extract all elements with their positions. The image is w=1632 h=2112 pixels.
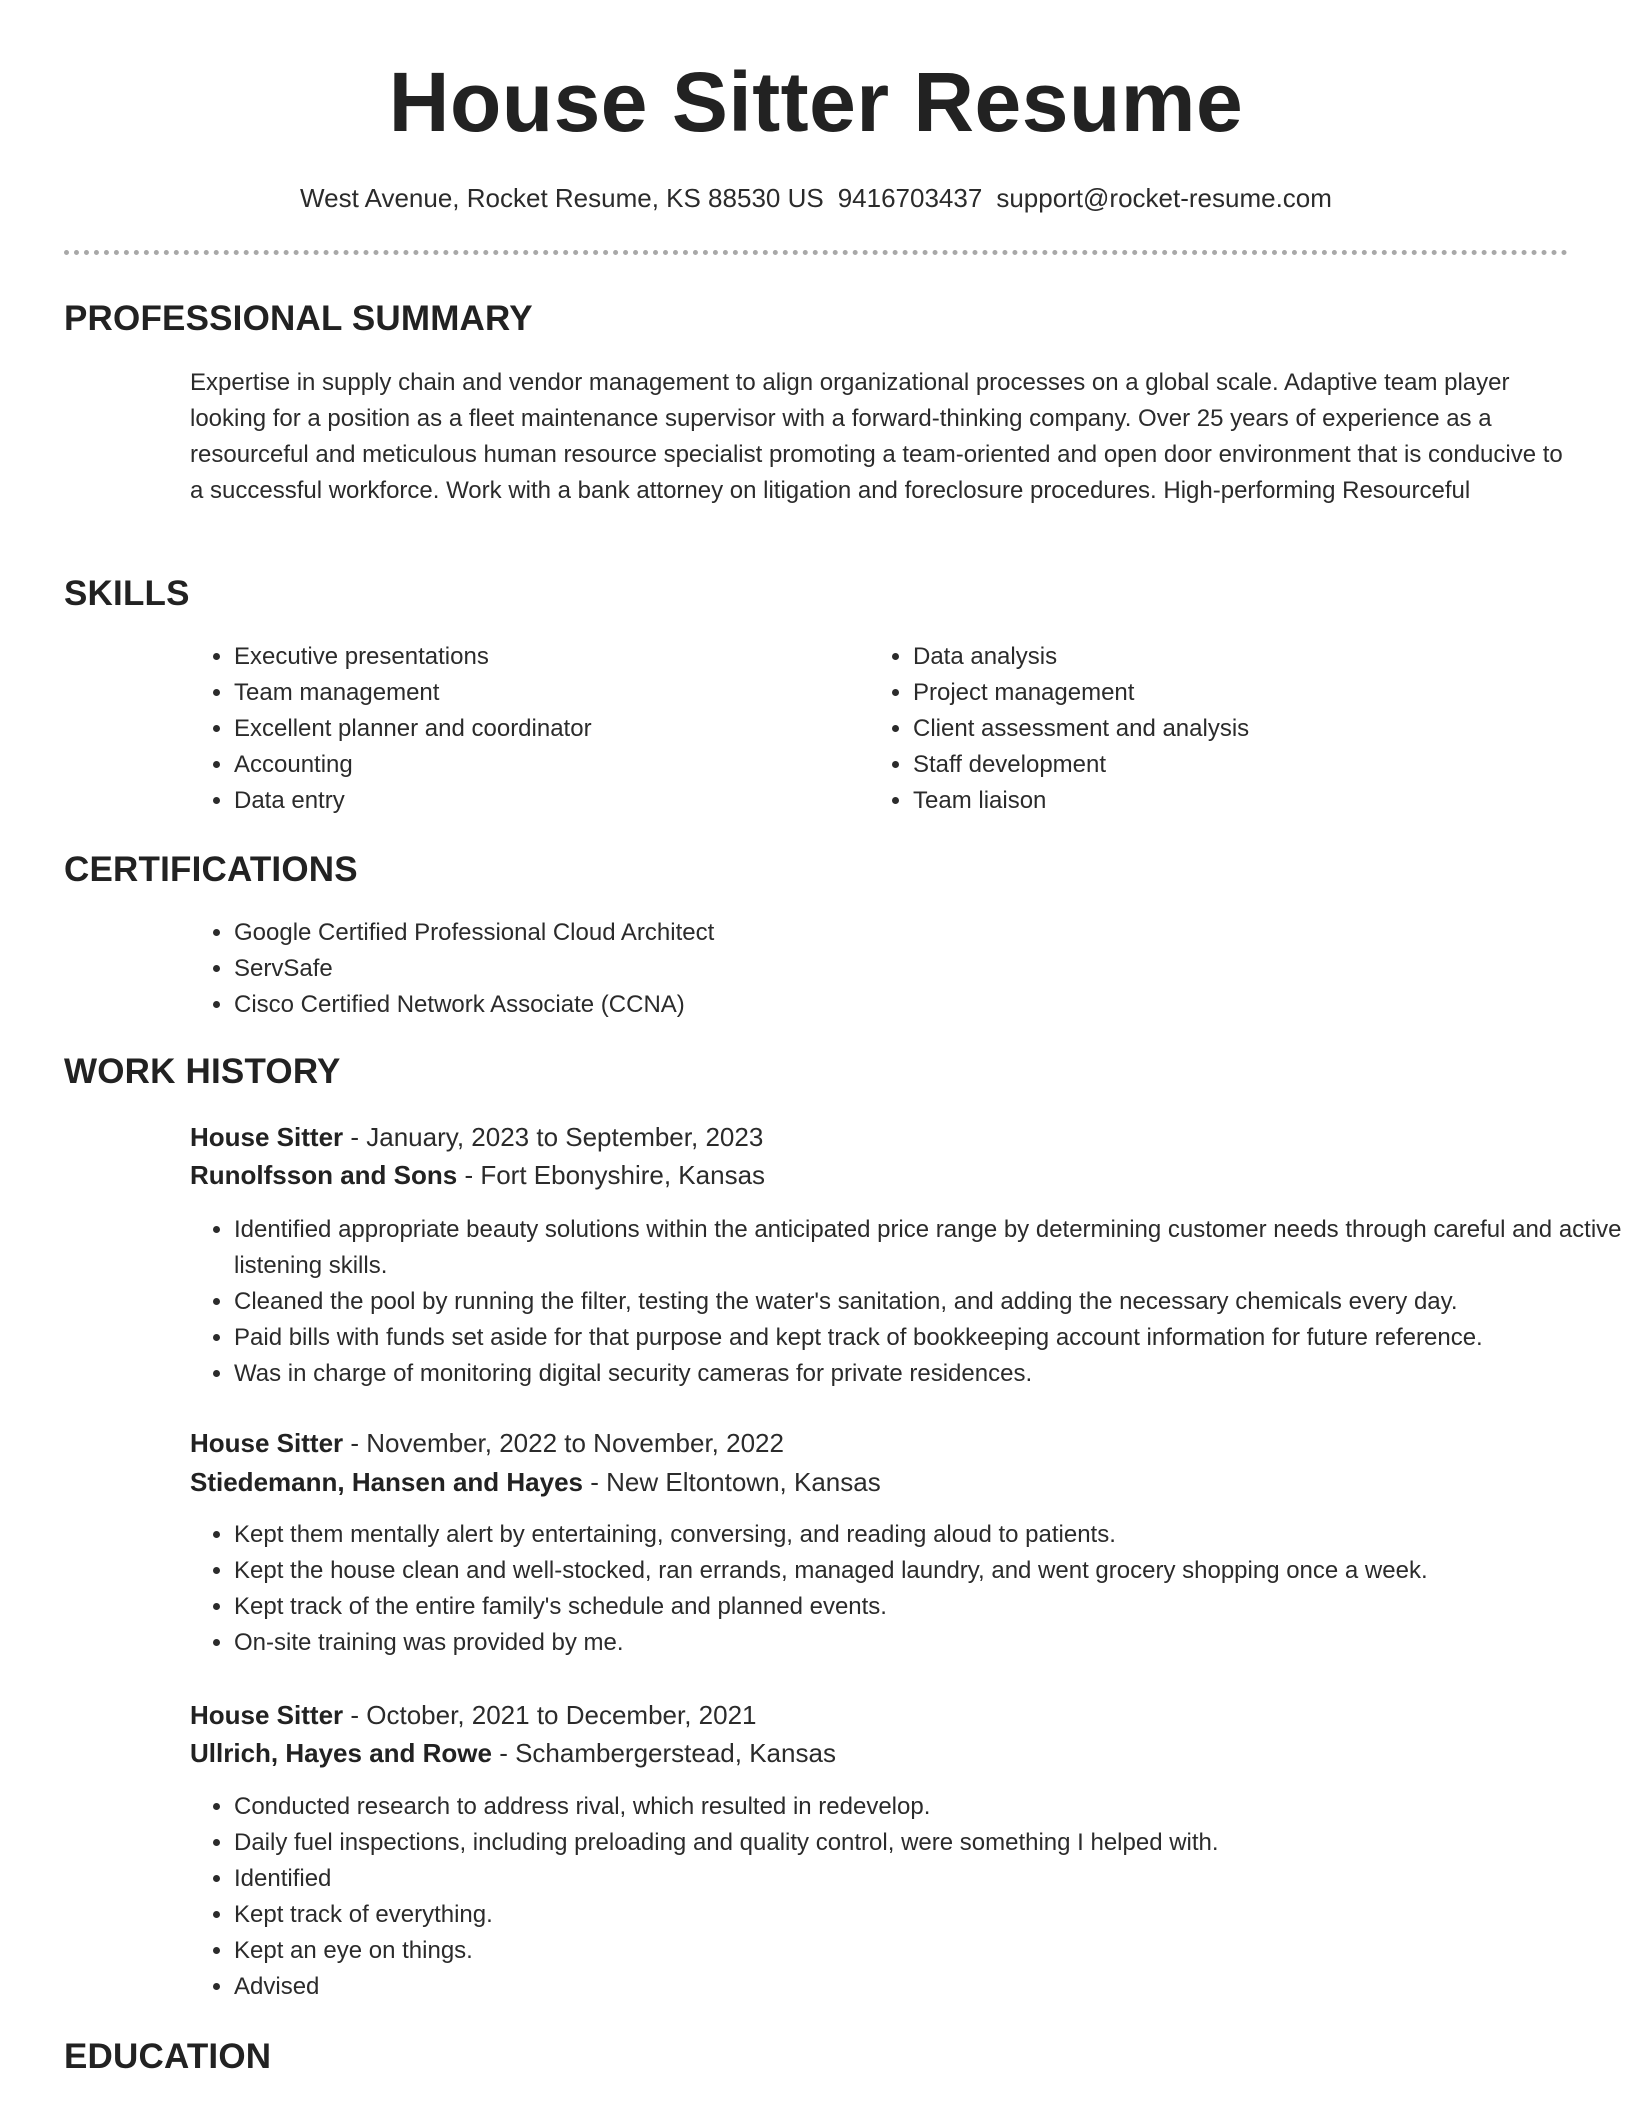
list-item: • Staff development — [913, 747, 1513, 783]
job-company: Runolfsson and Sons — [190, 1160, 458, 1190]
list-item: • Advised — [234, 1969, 1624, 2005]
section-title-education: EDUCATION — [64, 2037, 272, 2076]
job-title-line — [190, 1424, 784, 1462]
job-title: House Sitter — [190, 1122, 344, 1152]
list-item: • Was in charge of monitoring digital security cameras for private residences. — [234, 1356, 1624, 1392]
resume-title: House Sitter Resume — [388, 55, 1244, 149]
list-item: • Paid bills with funds set aside for that purpose and kept track of bookkeeping account information for future reference. — [234, 1320, 1624, 1356]
job-duties-list — [190, 1789, 1624, 2005]
list-item: • Executive presentations — [234, 639, 834, 675]
contact-address: West Avenue, Rocket Resume, KS 88530 US — [300, 183, 824, 213]
contact-line — [0, 180, 1632, 216]
job-location: - Fort Ebonyshire, Kansas — [457, 1160, 766, 1190]
list-item: • Project management — [913, 675, 1513, 711]
list-item: • Kept track of the entire family's schedule and planned events. — [234, 1589, 1624, 1625]
job-company-line — [190, 1463, 881, 1501]
section-title-work-history: WORK HISTORY — [64, 1052, 341, 1091]
list-item: • Data entry — [234, 783, 834, 819]
list-item: • Kept track of everything. — [234, 1897, 1624, 1933]
list-item: • Conducted research to address rival, which resulted in redevelop. — [234, 1789, 1624, 1825]
job-company: Ullrich, Hayes and Rowe — [190, 1738, 492, 1768]
contact-email: support@rocket-resume.com — [996, 183, 1332, 213]
list-item: • Kept an eye on things. — [234, 1933, 1624, 1969]
job-duties-list — [190, 1517, 1624, 1661]
job-location: - Schambergerstead, Kansas — [491, 1738, 836, 1768]
header-divider — [64, 250, 1568, 255]
list-item: • Client assessment and analysis — [913, 711, 1513, 747]
skills-list-right — [869, 639, 1513, 819]
list-item: • Kept them mentally alert by entertaining, conversing, and reading aloud to patients. — [234, 1517, 1624, 1553]
job-company-line — [190, 1156, 765, 1194]
job-title: House Sitter — [190, 1700, 344, 1730]
job-company-line — [190, 1734, 836, 1772]
skills-list-left — [190, 639, 834, 819]
list-item: • Daily fuel inspections, including preloading and quality control, were something I helped with. — [234, 1825, 1624, 1861]
certifications-list — [190, 915, 1434, 1023]
list-item: • ServSafe — [234, 951, 1434, 987]
list-item: • Kept the house clean and well-stocked, ran errands, managed laundry, and went grocery shopping once a week. — [234, 1553, 1624, 1589]
job-title: House Sitter — [190, 1428, 344, 1458]
list-item: • Google Certified Professional Cloud Architect — [234, 915, 1434, 951]
section-title-skills: SKILLS — [64, 574, 190, 613]
job-title-line — [190, 1696, 757, 1734]
list-item: • Data analysis — [913, 639, 1513, 675]
summary-text: Expertise in supply chain and vendor management to align organizational processes on a global scale. Adaptive team player looking for a position as a fleet maintenance supervisor with a forward-thinking company. Over 25 years of experience as a resourceful and meticulous human resource specialist promoting a team-oriented and open door environment that is conducive to a successful workforce. Work with a bank attorney on litigation and foreclosure procedures. High-performing Resourceful — [190, 369, 1563, 504]
job-company: Stiedemann, Hansen and Hayes — [190, 1467, 584, 1497]
job-dates: - November, 2022 to November, 2022 — [343, 1428, 784, 1458]
contact-phone: 9416703437 — [837, 183, 983, 213]
job-dates: - January, 2023 to September, 2023 — [343, 1122, 764, 1152]
list-item: • Excellent planner and coordinator — [234, 711, 834, 747]
list-item: • Cleaned the pool by running the filter, testing the water's sanitation, and adding the necessary chemicals every day. — [234, 1284, 1624, 1320]
section-title-certifications: CERTIFICATIONS — [64, 850, 358, 889]
list-item: • Identified appropriate beauty solutions within the anticipated price range by determining customer needs through careful and active listening skills. — [234, 1212, 1624, 1284]
list-item: • Accounting — [234, 747, 834, 783]
job-location: - New Eltontown, Kansas — [583, 1467, 881, 1497]
job-dates: - October, 2021 to December, 2021 — [343, 1700, 757, 1730]
section-title-summary: PROFESSIONAL SUMMARY — [64, 299, 533, 338]
list-item: • Cisco Certified Network Associate (CCNA) — [234, 987, 1434, 1023]
list-item: • On-site training was provided by me. — [234, 1625, 1624, 1661]
list-item: • Team liaison — [913, 783, 1513, 819]
list-item: • Team management — [234, 675, 834, 711]
list-item: • Identified — [234, 1861, 1624, 1897]
job-duties-list — [190, 1212, 1624, 1392]
job-title-line — [190, 1118, 763, 1156]
